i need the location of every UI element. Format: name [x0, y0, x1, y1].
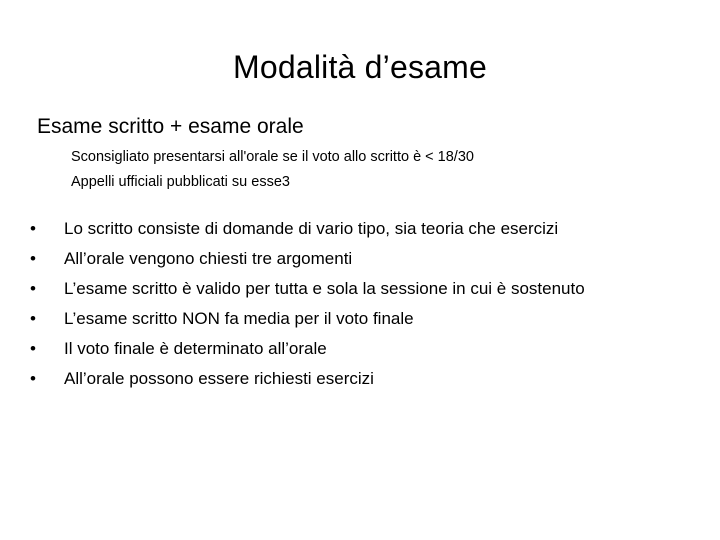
list-item [30, 244, 585, 274]
bullet-icon: • [30, 249, 36, 268]
exam-notes [71, 145, 474, 195]
note-official-dates: Appelli ufficiali pubblicati su esse3 [71, 174, 290, 190]
bullet-icon: • [30, 219, 36, 238]
list-item [30, 364, 585, 394]
list-item [30, 304, 585, 334]
bullet-icon: • [30, 309, 36, 328]
slide-subtitle: Esame scritto + esame orale [37, 115, 304, 138]
slide-title: Modalità d’esame [233, 49, 487, 85]
note-oral-advice: Sconsigliato presentarsi all'orale se il voto allo scritto è < 18/30 [71, 149, 474, 165]
list-item [30, 334, 585, 364]
list-item [30, 274, 585, 304]
bullet-text: All’orale vengono chiesti tre argomenti [64, 249, 353, 268]
bullet-list [30, 214, 585, 394]
bullet-text: L’esame scritto NON fa media per il voto finale [64, 309, 414, 328]
bullet-icon: • [30, 279, 36, 298]
bullet-text: Lo scritto consiste di domande di vario tipo, sia teoria che esercizi [64, 219, 559, 238]
bullet-text: All’orale possono essere richiesti esercizi [64, 369, 374, 388]
list-item [30, 214, 585, 244]
bullet-icon: • [30, 369, 36, 388]
bullet-text: L’esame scritto è valido per tutta e sola la sessione in cui è sostenuto [64, 279, 585, 298]
bullet-text: Il voto finale è determinato all’orale [64, 339, 327, 358]
bullet-icon: • [30, 339, 36, 358]
